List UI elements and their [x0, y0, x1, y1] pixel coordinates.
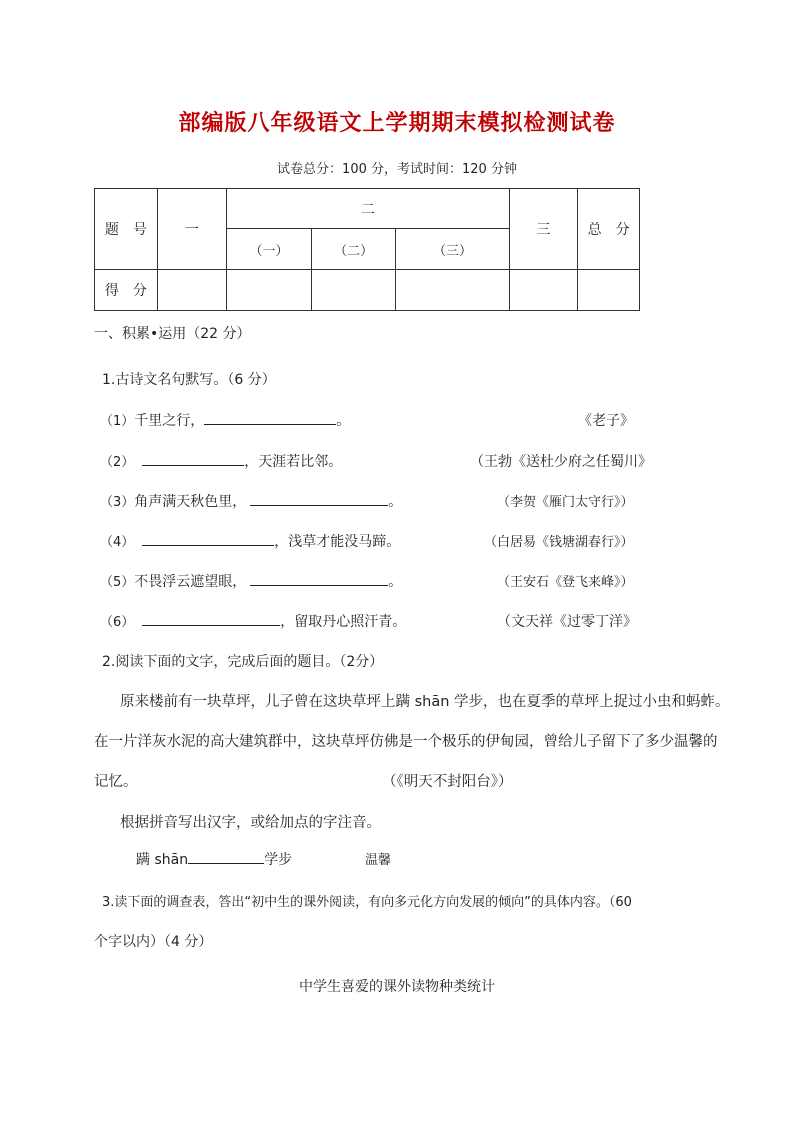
question-2-title: 2.阅读下面的文字，完成后面的题目。（2分）: [102, 654, 384, 670]
dotted-word: 温馨: [365, 853, 392, 868]
row-label-question-number: 题 号: [95, 189, 158, 270]
answer-blank[interactable]: [204, 412, 336, 425]
col-part-2: 二: [227, 189, 510, 229]
col-part-2-sub-1: （一）: [227, 229, 312, 270]
row-label-score: 得 分: [95, 270, 158, 311]
answer-blank[interactable]: [142, 613, 280, 626]
col-part-2-sub-2: （二）: [311, 229, 396, 270]
reading-passage-line-2: 在一片洋灰水泥的高大建筑群中，这块草坪仿佛是一个极乐的伊甸园，曾给儿子留下了多少温馨的: [94, 734, 718, 750]
col-part-1: 一: [157, 189, 227, 270]
poem-source-1: 《老子》: [578, 413, 634, 429]
item-text-before: 不畏浮云遮望眼，: [134, 574, 247, 590]
item-text-after: 。: [336, 413, 351, 429]
poem-line-2: [100, 451, 342, 471]
item-number: （5）: [100, 575, 135, 590]
item-number: （4）: [100, 535, 135, 550]
question-2-instruction: 根据拼音写出汉字，或给加点的字注音。: [120, 815, 381, 831]
table-caption: 中学生喜爱的课外读物种类统计: [299, 979, 495, 995]
question-3-line-1: 3.读下面的调查表，答出“初中生的课外阅读，有向多元化方向发展的倾向”的具体内容。（60: [102, 895, 632, 910]
answer-blank[interactable]: [142, 453, 244, 466]
pinyin-prompt: 蹒 shān: [136, 852, 189, 868]
answer-blank[interactable]: [250, 493, 388, 506]
item-number: （3）: [100, 495, 135, 510]
poem-source-3: （李贺《雁门太守行》）: [497, 495, 634, 510]
item-text-after: 。: [388, 494, 403, 510]
poem-line-3: [100, 491, 402, 511]
question-1-title: 1.古诗文名句默写。（6 分）: [102, 372, 276, 388]
exam-info: 试卷总分：100 分，考试时间：120 分钟: [277, 162, 517, 177]
answer-blank[interactable]: [250, 573, 388, 586]
poem-source-2: （王勃《送杜少府之任蜀川》: [470, 454, 652, 470]
poem-source-4: （白居易《钱塘湖春行》）: [484, 535, 634, 550]
item-number: （1）: [100, 414, 135, 429]
item-number: （2）: [100, 455, 135, 470]
poem-line-6: [100, 611, 406, 631]
col-part-3: 三: [509, 189, 578, 270]
pinyin-prompt-after: 学步: [264, 852, 293, 868]
poem-line-5: [100, 571, 402, 591]
page-title: 部编版八年级语文上学期期末模拟检测试卷: [178, 111, 616, 136]
score-cell-3[interactable]: [509, 270, 578, 311]
col-total: 总 分: [578, 189, 640, 270]
score-cell-2-2[interactable]: [311, 270, 396, 311]
item-text-before: 千里之行，: [134, 413, 205, 429]
item-number: （6）: [100, 615, 135, 630]
score-cell-2-3[interactable]: [396, 270, 509, 311]
answer-blank[interactable]: [142, 533, 274, 546]
col-part-2-sub-3: （三）: [396, 229, 509, 270]
answer-line-1: [136, 849, 292, 869]
poem-line-4: [100, 531, 400, 551]
poem-line-1: [100, 410, 350, 430]
poem-source-6: （文天祥《过零丁洋》: [497, 614, 637, 630]
reading-passage-line-1: 原来楼前有一块草坪，儿子曾在这块草坪上蹒 shān 学步，也在夏季的草坪上捉过小虫和蚂蚱。: [120, 694, 730, 710]
item-text-after: ，浅草才能没马蹄。: [274, 534, 401, 550]
item-text-after: 。: [388, 574, 403, 590]
question-3-line-2: 个字以内）（4 分）: [94, 934, 213, 950]
score-table: [94, 188, 640, 311]
section-heading: 一、积累•运用（22 分）: [94, 326, 251, 342]
item-text-after: ，留取丹心照汗青。: [280, 614, 407, 630]
score-cell-1[interactable]: [157, 270, 227, 311]
item-text-after: ，天涯若比邻。: [244, 454, 343, 470]
score-cell-total[interactable]: [578, 270, 640, 311]
reading-passage-line-3: 记忆。: [94, 774, 138, 790]
score-cell-2-1[interactable]: [227, 270, 312, 311]
passage-source: （《明天不封阳台》）: [382, 774, 513, 790]
poem-source-5: （王安石《登飞来峰》）: [497, 575, 634, 590]
item-text-before: 角声满天秋色里，: [134, 494, 247, 510]
answer-blank[interactable]: [188, 851, 264, 864]
